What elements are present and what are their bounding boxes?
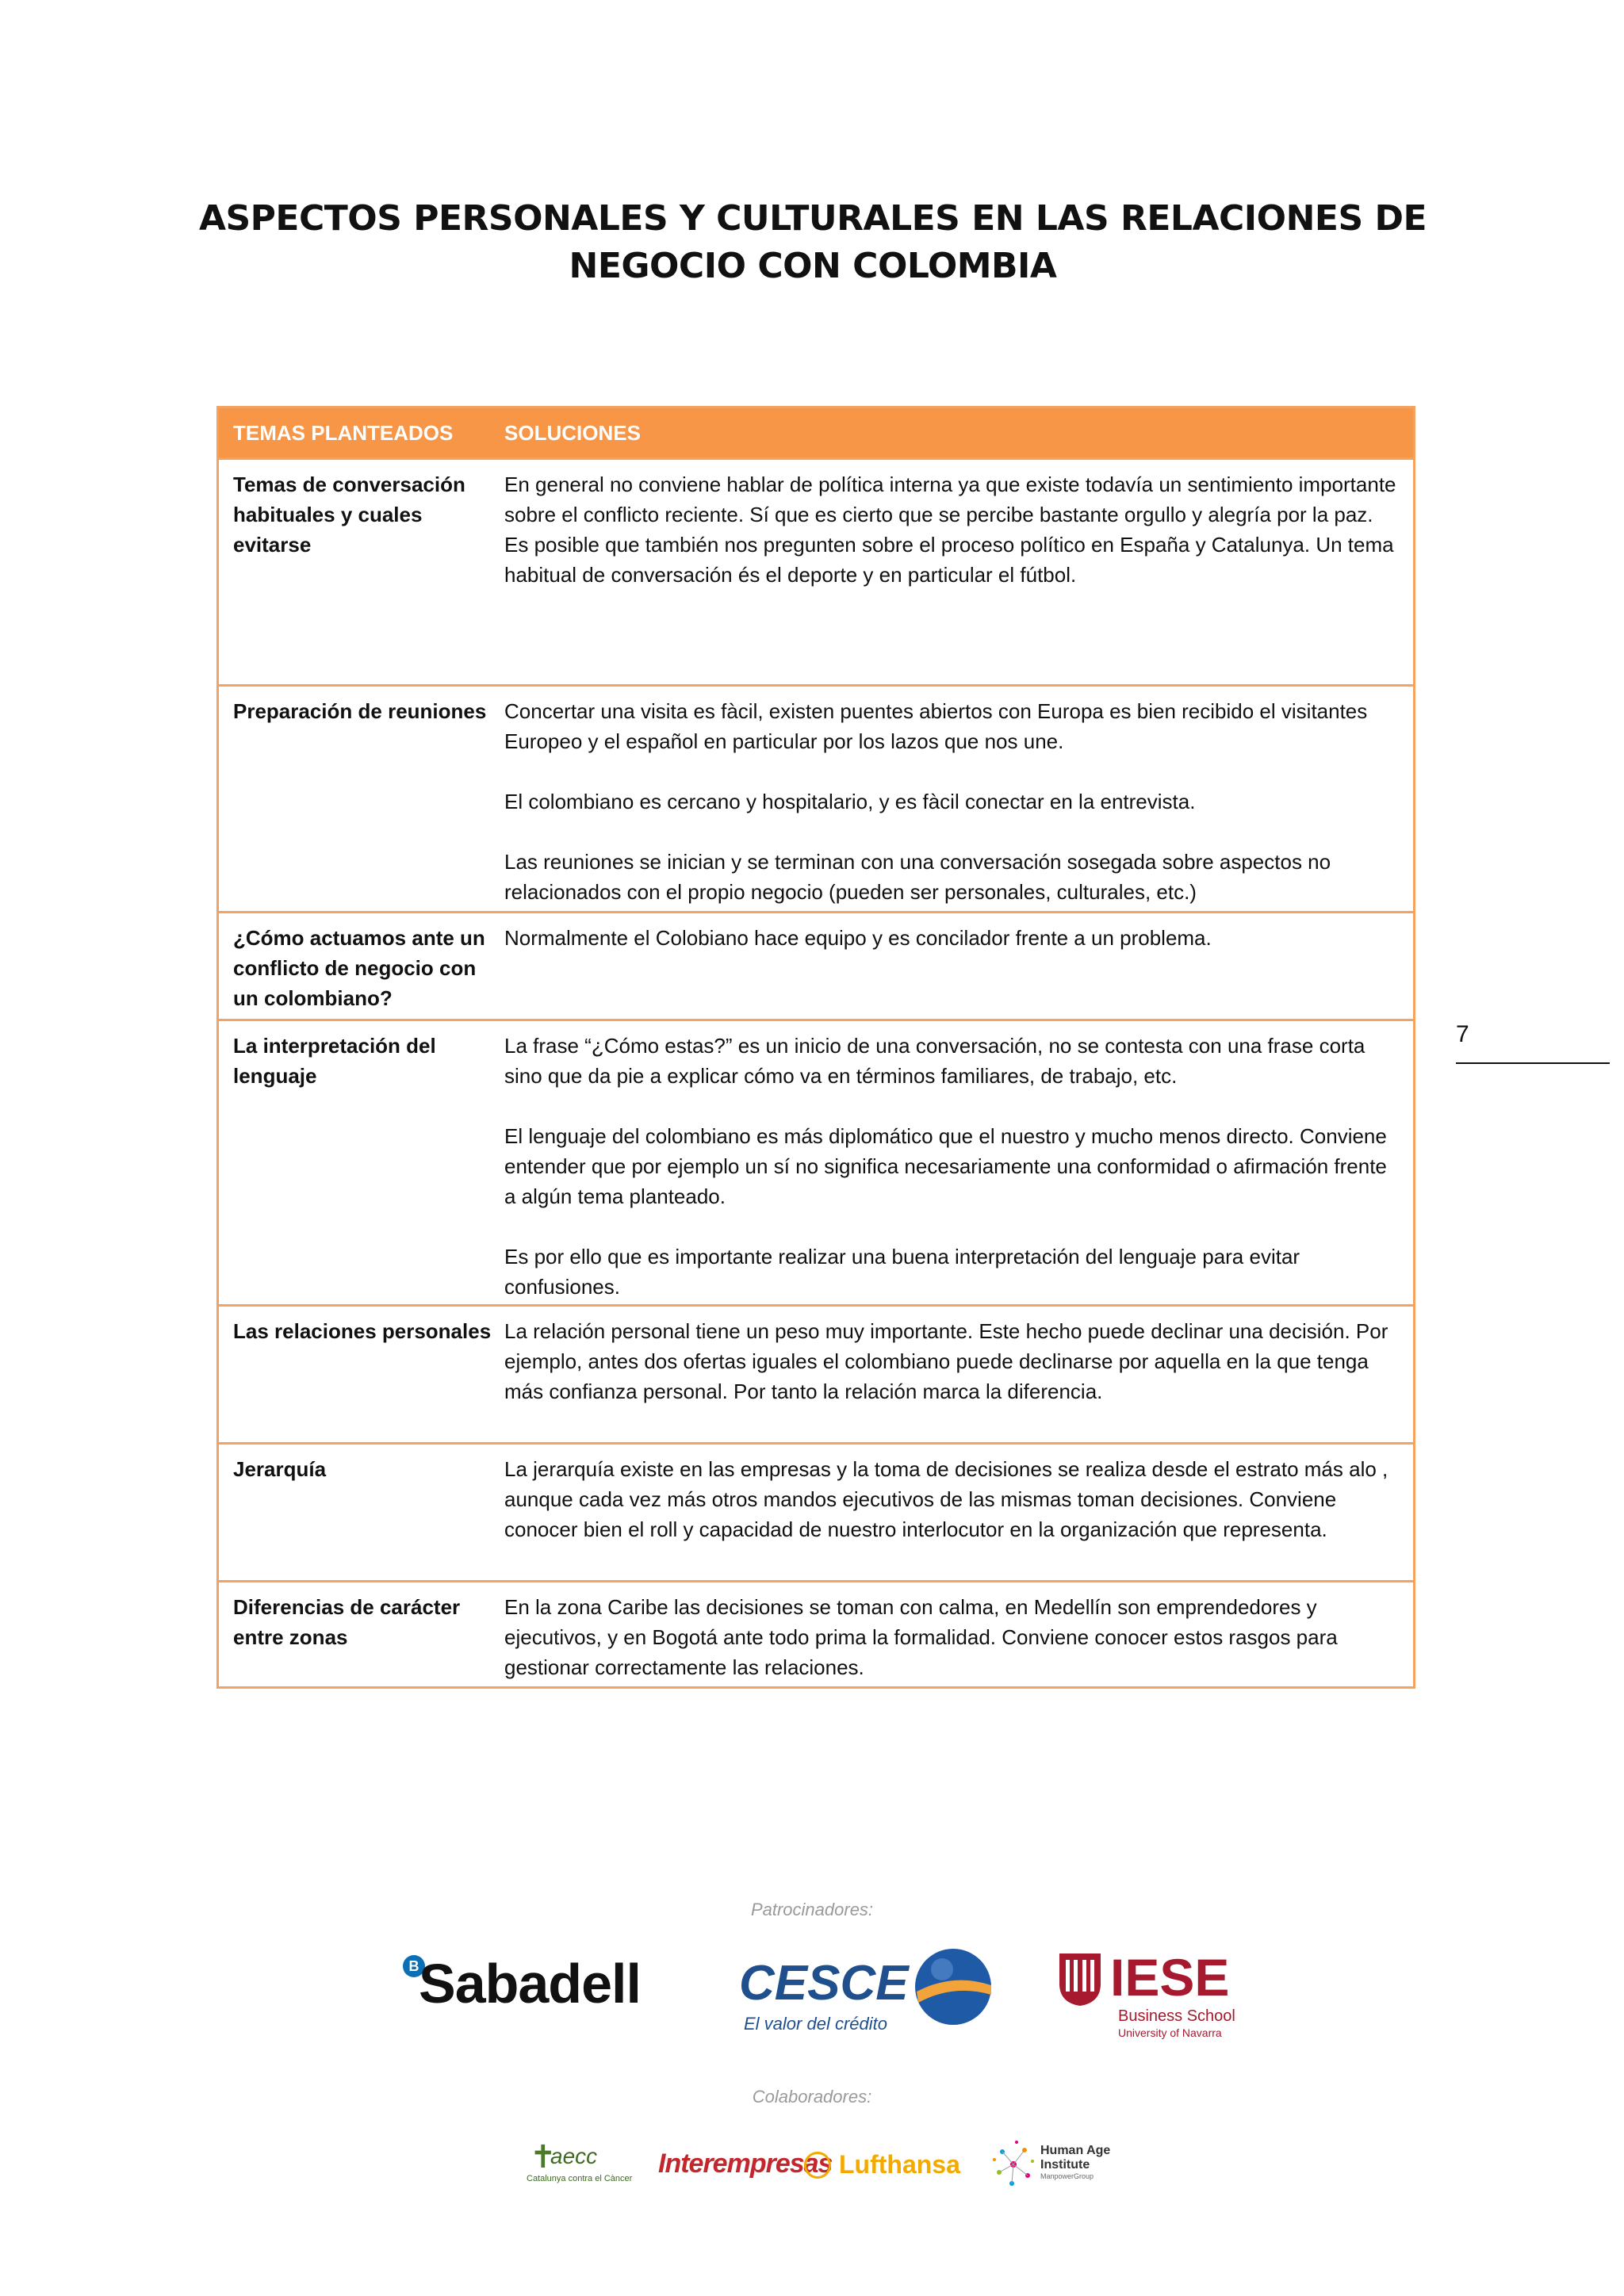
human-age-subtitle: ManpowerGroup: [1040, 2172, 1094, 2180]
human-age-wordmark: [1040, 2144, 1110, 2172]
row-solution: [504, 1021, 1413, 1302]
sabadell-mark: B: [403, 1955, 425, 1977]
header-topics: TEMAS PLANTEADOS: [233, 420, 454, 445]
lufthansa-logo: [804, 2147, 963, 2185]
dots-network-icon: [988, 2136, 1039, 2193]
solution-paragraph: Es por ello que es importante realizar una buena interpretación del lenguaje para evitar confusiones.: [504, 1245, 1300, 1299]
page-title: [190, 195, 1435, 290]
iese-subtitle: Business School: [1118, 2007, 1235, 2025]
solution-paragraph: En general no conviene hablar de política interna ya que existe todavía un sentimiento importante sobre el conflicto reciente. Sí que es cierto que se percibe bastante orgullo y alegría por la paz. Es posible que también nos pregunten sobre el proceso político en España y Catalunya. Un tema habitual de conversación és el deporte y en particular el fútbol.: [504, 473, 1396, 587]
solution-paragraph: Las reuniones se inician y se terminan con una conversación sosegada sobre aspectos no relacionados con el propio negocio (pueden ser personales, culturales, etc.): [504, 850, 1331, 904]
aecc-wordmark: aecc: [550, 2144, 598, 2168]
iese-logo: [1058, 1947, 1248, 2050]
collaborators-label: Colaboradores:: [752, 2087, 872, 2107]
row-topic: Preparación de reuniones: [233, 699, 487, 723]
row-topic: ¿Cómo actuamos ante un conflicto de negocio con un colombiano?: [233, 926, 485, 1010]
human-age-line-2: Institute: [1040, 2158, 1090, 2172]
sabadell-logo: [403, 1952, 688, 2015]
cesce-logo: [739, 1942, 1001, 2038]
cesce-tagline: El valor del crédito: [744, 2014, 887, 2034]
solution-paragraph: El colombiano es cercano y hospitalario, y es fàcil conectar en la entrevista.: [504, 790, 1196, 813]
iese-university: University of Navarra: [1118, 2026, 1222, 2039]
iese-wordmark: IESE: [1110, 1948, 1230, 2007]
sponsors-label: Patrocinadores:: [750, 1900, 874, 1919]
table-header: [219, 408, 1413, 457]
page-title-line-2: NEGOCIO CON COLOMBIA: [569, 246, 1057, 286]
solution-paragraph: La frase “¿Cómo estas?” es un inicio de una conversación, no se contesta con una frase corta sino que da pie a explicar cómo va en términos familiares, de trabajo, etc.: [504, 1034, 1365, 1088]
globe-icon: [912, 1946, 994, 2028]
row-topic: Las relaciones personales: [233, 1319, 492, 1343]
row-topic: Diferencias de carácter entre zonas: [233, 1595, 461, 1649]
table-row: [219, 911, 1413, 1019]
table-row: [219, 1019, 1413, 1304]
row-solution: [504, 1582, 1413, 1682]
interempresas-logo: Interempresas: [658, 2149, 833, 2179]
solution-paragraph: Concertar una visita es fàcil, existen puentes abiertos con Europa es bien recibido el visitantes Europeo y el español en particular por los lazos que nos une.: [504, 699, 1368, 753]
table-row: [219, 1304, 1413, 1442]
row-solution: [504, 913, 1413, 953]
row-topic: Jerarquía: [233, 1457, 327, 1481]
human-age-logo: [988, 2136, 1115, 2199]
row-solution: [504, 1307, 1413, 1406]
row-solution: [504, 687, 1413, 907]
page-number-rule: [1456, 1062, 1610, 1064]
row-topic: Temas de conversación habituales y cuales evitarse: [233, 473, 465, 557]
header-solutions: SOLUCIONES: [504, 420, 641, 445]
solution-paragraph: El lenguaje del colombiano es más diplomático que el nuestro y mucho menos directo. Conviene entender que por ejemplo un sí no significa necesariamente una conformidad o afirmación frente a algún tema planteado.: [504, 1124, 1387, 1208]
page-number: 7: [1456, 1021, 1469, 1047]
crane-icon: [804, 2152, 831, 2179]
row-topic: La interpretación del lenguaje: [233, 1034, 436, 1088]
topics-table: [216, 406, 1415, 1689]
table-row: [219, 1442, 1413, 1580]
table-row: [219, 1580, 1413, 1686]
solution-paragraph: La jerarquía existe en las empresas y la toma de decisiones se realiza desde el estrato más alo , aunque cada vez más otros mandos ejecutivos de las mismas toman decisiones. Conviene conocer bien el roll y capacidad de nuestro interlocutor en la organización que representa.: [504, 1457, 1388, 1541]
solution-paragraph: Normalmente el Colobiano hace equipo y es concilador frente a un problema.: [504, 926, 1212, 950]
sabadell-wordmark: Sabadell: [419, 1953, 641, 2015]
cesce-wordmark: CESCE: [739, 1956, 909, 2011]
aecc-subtitle: Catalunya contra el Càncer: [527, 2174, 633, 2183]
human-age-line-1: Human Age: [1040, 2144, 1111, 2157]
page-title-line-1: ASPECTOS PERSONALES Y CULTURALES EN LAS RELACIONES DE: [198, 198, 1427, 239]
row-solution: [504, 460, 1413, 590]
solution-paragraph: En la zona Caribe las decisiones se toman con calma, en Medellín son emprendedores y ejecutivos, y en Bogotá ante todo prima la formalidad. Conviene conocer estos rasgos para gestionar correctamente las relaciones.: [504, 1595, 1338, 1679]
row-solution: [504, 1445, 1413, 1544]
table-row: [219, 457, 1413, 684]
iese-crest-icon: [1058, 1952, 1102, 2007]
solution-paragraph: La relación personal tiene un peso muy importante. Este hecho puede declinar una decisión. Por ejemplo, antes dos ofertas iguales el colombiano puede declinarse por aquella en la que tenga más confianza personal. Por tanto la relación marca la diferencia.: [504, 1319, 1388, 1403]
table-row: [219, 684, 1413, 911]
cross-icon: ✝: [530, 2140, 557, 2175]
lufthansa-wordmark: Lufthansa: [839, 2150, 960, 2179]
aecc-logo: [527, 2139, 638, 2190]
